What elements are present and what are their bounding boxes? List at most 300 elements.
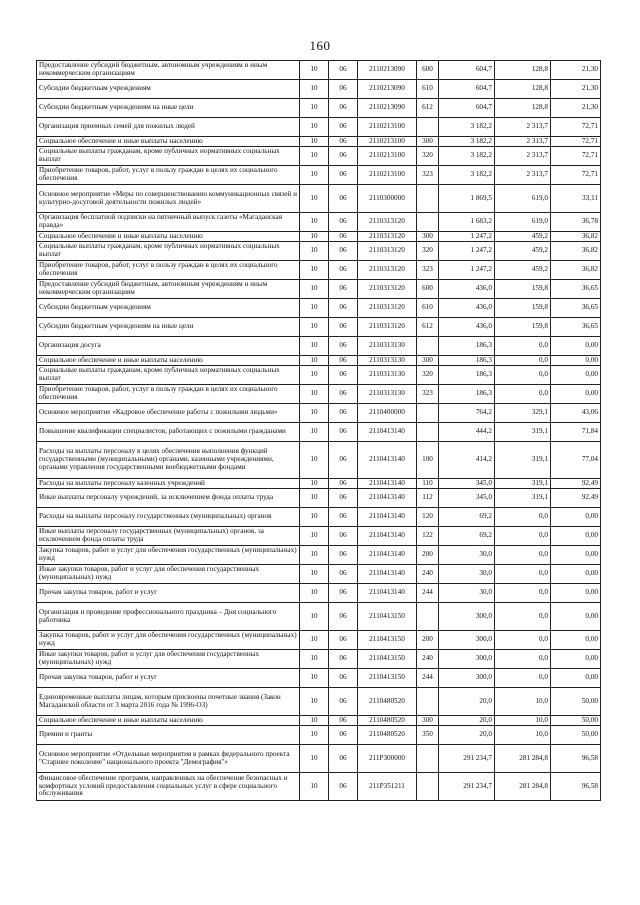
execution-percent: 50,00 (551, 688, 601, 716)
executed-amount: 0,0 (495, 546, 551, 565)
subsection-code: 06 (329, 232, 358, 242)
table-row (37, 99, 601, 118)
subsection-code: 06 (329, 318, 358, 337)
section-code: 10 (300, 423, 329, 442)
row-name: Расходы на выплаты персоналу в целях обеспечения выполнения функций государственными (муниципальными) органами, казенными учреждениями, органами управления государственными внебюджетными фондами (37, 442, 300, 479)
expense-type-code: 300 (417, 356, 439, 366)
subsection-code: 06 (329, 280, 358, 299)
row-name: Социальное обеспечение и иные выплаты населению (37, 137, 300, 147)
section-code: 10 (300, 232, 329, 242)
expense-type-code: 600 (417, 280, 439, 299)
expense-type-code: 300 (417, 137, 439, 147)
row-name: Прочая закупка товаров, работ и услуг (37, 669, 300, 688)
planned-amount: 69,2 (439, 508, 495, 527)
section-code: 10 (300, 479, 329, 489)
execution-percent: 72,71 (551, 137, 601, 147)
executed-amount: 329,1 (495, 404, 551, 423)
target-article-code: 2110480520 (358, 688, 417, 716)
subsection-code: 06 (329, 650, 358, 669)
planned-amount: 1 247,2 (439, 232, 495, 242)
subsection-code: 06 (329, 423, 358, 442)
expense-type-code: 612 (417, 99, 439, 118)
expense-type-code: 200 (417, 631, 439, 650)
execution-percent: 50,00 (551, 726, 601, 745)
expense-type-code: 244 (417, 669, 439, 688)
subsection-code: 06 (329, 366, 358, 385)
table-row (37, 489, 601, 508)
section-code: 10 (300, 166, 329, 185)
execution-percent: 0,00 (551, 546, 601, 565)
target-article-code: 2110313130 (358, 366, 417, 385)
section-code: 10 (300, 213, 329, 232)
subsection-code: 06 (329, 603, 358, 631)
executed-amount: 2 313,7 (495, 166, 551, 185)
row-name: Организация приемных семей для пожилых людей (37, 118, 300, 137)
planned-amount: 300,0 (439, 603, 495, 631)
executed-amount: 10,0 (495, 716, 551, 726)
target-article-code: 2110413140 (358, 508, 417, 527)
section-code: 10 (300, 565, 329, 584)
target-article-code: 2110480520 (358, 726, 417, 745)
section-code: 10 (300, 280, 329, 299)
executed-amount: 159,8 (495, 280, 551, 299)
planned-amount: 20,0 (439, 688, 495, 716)
executed-amount: 0,0 (495, 385, 551, 404)
row-name: Социальные выплаты гражданам, кроме публичных нормативных социальных выплат (37, 242, 300, 261)
section-code: 10 (300, 99, 329, 118)
section-code: 10 (300, 631, 329, 650)
subsection-code: 06 (329, 688, 358, 716)
planned-amount: 300,0 (439, 650, 495, 669)
target-article-code: 2110413140 (358, 442, 417, 479)
execution-percent: 0,00 (551, 669, 601, 688)
row-name: Иные выплаты персоналу государственных (муниципальных) органов, за исключением фонда оплаты труда (37, 527, 300, 546)
execution-percent: 72,71 (551, 166, 601, 185)
target-article-code: 2110413150 (358, 669, 417, 688)
planned-amount: 186,3 (439, 366, 495, 385)
expense-type-code (417, 185, 439, 213)
executed-amount: 0,0 (495, 631, 551, 650)
planned-amount: 3 182,2 (439, 137, 495, 147)
section-code: 10 (300, 603, 329, 631)
table-row (37, 280, 601, 299)
table-row (37, 261, 601, 280)
expense-type-code: 610 (417, 299, 439, 318)
section-code: 10 (300, 147, 329, 166)
table-row (37, 688, 601, 716)
row-name: Социальные выплаты гражданам, кроме публичных нормативных социальных выплат (37, 147, 300, 166)
section-code: 10 (300, 318, 329, 337)
target-article-code: 211P351211 (358, 773, 417, 801)
table-row (37, 166, 601, 185)
row-name: Социальное обеспечение и иные выплаты населению (37, 232, 300, 242)
execution-percent: 36,65 (551, 299, 601, 318)
target-article-code: 211P300000 (358, 745, 417, 773)
expense-type-code: 200 (417, 546, 439, 565)
row-name: Повышение квалификации специалистов, работающих с пожилыми гражданами (37, 423, 300, 442)
execution-percent: 33,11 (551, 185, 601, 213)
subsection-code: 06 (329, 185, 358, 213)
target-article-code: 2110313130 (358, 356, 417, 366)
section-code: 10 (300, 185, 329, 213)
section-code: 10 (300, 261, 329, 280)
executed-amount: 159,8 (495, 299, 551, 318)
section-code: 10 (300, 356, 329, 366)
section-code: 10 (300, 688, 329, 716)
subsection-code: 06 (329, 546, 358, 565)
executed-amount: 0,0 (495, 669, 551, 688)
expense-type-code: 323 (417, 166, 439, 185)
execution-percent: 0,00 (551, 565, 601, 584)
planned-amount: 300,0 (439, 669, 495, 688)
table-row (37, 232, 601, 242)
executed-amount: 0,0 (495, 650, 551, 669)
target-article-code: 2110213100 (358, 166, 417, 185)
section-code: 10 (300, 489, 329, 508)
table-row (37, 726, 601, 745)
table-row (37, 385, 601, 404)
target-article-code: 2110213100 (358, 137, 417, 147)
row-name: Субсидии бюджетным учреждениям (37, 80, 300, 99)
executed-amount: 0,0 (495, 584, 551, 603)
expense-type-code: 320 (417, 147, 439, 166)
expense-type-code: 120 (417, 508, 439, 527)
section-code: 10 (300, 337, 329, 356)
table-row (37, 631, 601, 650)
execution-percent: 0,00 (551, 385, 601, 404)
execution-percent: 21,30 (551, 99, 601, 118)
subsection-code: 06 (329, 508, 358, 527)
section-code: 10 (300, 745, 329, 773)
table-row (37, 118, 601, 137)
table-row (37, 423, 601, 442)
table-row (37, 299, 601, 318)
table-row (37, 479, 601, 489)
expense-type-code: 612 (417, 318, 439, 337)
expense-type-code: 240 (417, 565, 439, 584)
execution-percent: 36,65 (551, 280, 601, 299)
executed-amount: 128,8 (495, 99, 551, 118)
execution-percent: 21,30 (551, 61, 601, 80)
target-article-code: 2110313120 (358, 242, 417, 261)
execution-percent: 0,00 (551, 527, 601, 546)
expense-type-code (417, 688, 439, 716)
executed-amount: 319,1 (495, 442, 551, 479)
execution-percent: 0,00 (551, 650, 601, 669)
section-code: 10 (300, 366, 329, 385)
page-number: 160 (309, 38, 331, 53)
target-article-code: 2110313120 (358, 261, 417, 280)
subsection-code: 06 (329, 147, 358, 166)
section-code: 10 (300, 118, 329, 137)
planned-amount: 30,0 (439, 565, 495, 584)
executed-amount: 319,1 (495, 489, 551, 508)
section-code: 10 (300, 527, 329, 546)
table-row (37, 137, 601, 147)
table-row (37, 147, 601, 166)
section-code: 10 (300, 61, 329, 80)
subsection-code: 06 (329, 479, 358, 489)
expense-type-code (417, 213, 439, 232)
subsection-code: 06 (329, 80, 358, 99)
row-name: Социальное обеспечение и иные выплаты населению (37, 356, 300, 366)
section-code: 10 (300, 242, 329, 261)
row-name: Организация и проведение профессионального праздника – Дня социального работника (37, 603, 300, 631)
subsection-code: 06 (329, 442, 358, 479)
row-name: Иные закупки товаров, работ и услуг для обеспечения государственных (муниципальных) нужд (37, 565, 300, 584)
execution-percent: 21,30 (551, 80, 601, 99)
row-name: Иные выплаты персоналу учреждений, за исключением фонда оплаты труда (37, 489, 300, 508)
executed-amount: 0,0 (495, 565, 551, 584)
row-name: Предоставление субсидий бюджетным, автономным учреждениям и иным некоммерческим организациям (37, 280, 300, 299)
section-code: 10 (300, 137, 329, 147)
target-article-code: 2110313130 (358, 337, 417, 356)
executed-amount: 459,2 (495, 261, 551, 280)
executed-amount: 0,0 (495, 356, 551, 366)
table-row (37, 745, 601, 773)
expense-type-code: 244 (417, 584, 439, 603)
table-row (37, 404, 601, 423)
planned-amount: 414,2 (439, 442, 495, 479)
executed-amount: 459,2 (495, 232, 551, 242)
planned-amount: 604,7 (439, 61, 495, 80)
execution-percent: 0,00 (551, 356, 601, 366)
subsection-code: 06 (329, 726, 358, 745)
section-code: 10 (300, 385, 329, 404)
expense-type-code: 300 (417, 232, 439, 242)
row-name: Финансовое обеспечение программ, направленных на обеспечение безопасных и комфортных условий предоставления социальных услуг в сфере социального обслуживания (37, 773, 300, 801)
executed-amount: 128,8 (495, 61, 551, 80)
subsection-code: 06 (329, 242, 358, 261)
expense-type-code: 323 (417, 261, 439, 280)
target-article-code: 2110413140 (358, 423, 417, 442)
planned-amount: 186,3 (439, 385, 495, 404)
planned-amount: 3 182,2 (439, 147, 495, 166)
table-row (37, 337, 601, 356)
table-row (37, 185, 601, 213)
planned-amount: 300,0 (439, 631, 495, 650)
planned-amount: 604,7 (439, 80, 495, 99)
table-row (37, 242, 601, 261)
expense-type-code (417, 118, 439, 137)
execution-percent: 0,00 (551, 631, 601, 650)
execution-percent: 36,65 (551, 318, 601, 337)
planned-amount: 291 234,7 (439, 745, 495, 773)
section-code: 10 (300, 508, 329, 527)
planned-amount: 436,0 (439, 299, 495, 318)
table-row (37, 442, 601, 479)
subsection-code: 06 (329, 385, 358, 404)
execution-percent: 0,00 (551, 366, 601, 385)
section-code: 10 (300, 726, 329, 745)
expense-type-code (417, 745, 439, 773)
row-name: Закупка товаров, работ и услуг для обеспечения государственных (муниципальных) нужд (37, 631, 300, 650)
expense-type-code: 610 (417, 80, 439, 99)
row-name: Основное мероприятие «Меры по совершенствованию коммуникационных связей и культурно-досуговой деятельности пожилых людей» (37, 185, 300, 213)
table-row (37, 356, 601, 366)
section-code: 10 (300, 546, 329, 565)
planned-amount: 30,0 (439, 584, 495, 603)
row-name: Организация бесплатной подписки на пятничный выпуск газеты «Магаданская правда» (37, 213, 300, 232)
planned-amount: 764,2 (439, 404, 495, 423)
executed-amount: 0,0 (495, 527, 551, 546)
row-name: Расходы на выплаты персоналу казенных учреждений (37, 479, 300, 489)
section-code: 10 (300, 584, 329, 603)
planned-amount: 20,0 (439, 716, 495, 726)
executed-amount: 0,0 (495, 603, 551, 631)
planned-amount: 3 182,2 (439, 118, 495, 137)
subsection-code: 06 (329, 716, 358, 726)
target-article-code: 2110213090 (358, 61, 417, 80)
target-article-code: 2110480520 (358, 716, 417, 726)
target-article-code: 2110313120 (358, 280, 417, 299)
planned-amount: 345,0 (439, 489, 495, 508)
row-name: Основное мероприятие «Кадровое обеспечение работы с пожилыми людьми» (37, 404, 300, 423)
table-row (37, 546, 601, 565)
section-code: 10 (300, 404, 329, 423)
row-name: Социальные выплаты гражданам, кроме публичных нормативных социальных выплат (37, 366, 300, 385)
section-code: 10 (300, 773, 329, 801)
expense-type-code: 350 (417, 726, 439, 745)
execution-percent: 0,00 (551, 508, 601, 527)
planned-amount: 30,0 (439, 546, 495, 565)
row-name: Приобретение товаров, работ, услуг в пользу граждан в целях их социального обеспечения (37, 166, 300, 185)
executed-amount: 0,0 (495, 508, 551, 527)
execution-percent: 71,84 (551, 423, 601, 442)
expense-type-code (417, 773, 439, 801)
expense-type-code (417, 404, 439, 423)
execution-percent: 36,82 (551, 261, 601, 280)
expense-type-code (417, 603, 439, 631)
section-code: 10 (300, 442, 329, 479)
row-name: Приобретение товаров, работ, услуг в пользу граждан в целях их социального обеспечения (37, 261, 300, 280)
planned-amount: 444,2 (439, 423, 495, 442)
execution-percent: 0,00 (551, 603, 601, 631)
subsection-code: 06 (329, 99, 358, 118)
subsection-code: 06 (329, 584, 358, 603)
expense-type-code: 323 (417, 385, 439, 404)
planned-amount: 291 234,7 (439, 773, 495, 801)
executed-amount: 10,0 (495, 726, 551, 745)
expense-type-code: 122 (417, 527, 439, 546)
planned-amount: 20,0 (439, 726, 495, 745)
table-row (37, 603, 601, 631)
row-name: Субсидии бюджетным учреждениям (37, 299, 300, 318)
planned-amount: 436,0 (439, 318, 495, 337)
executed-amount: 319,1 (495, 423, 551, 442)
expense-type-code (417, 423, 439, 442)
executed-amount: 281 284,8 (495, 773, 551, 801)
target-article-code: 2110413140 (358, 527, 417, 546)
target-article-code: 2110313120 (358, 299, 417, 318)
executed-amount: 0,0 (495, 366, 551, 385)
execution-percent: 36,82 (551, 242, 601, 261)
row-name: Приобретение товаров, работ, услуг в пользу граждан в целях их социального обеспечения (37, 385, 300, 404)
planned-amount: 604,7 (439, 99, 495, 118)
subsection-code: 06 (329, 565, 358, 584)
execution-percent: 96,58 (551, 773, 601, 801)
planned-amount: 1 869,5 (439, 185, 495, 213)
subsection-code: 06 (329, 299, 358, 318)
target-article-code: 2110313130 (358, 385, 417, 404)
expense-type-code: 300 (417, 716, 439, 726)
row-name: Премии и гранты (37, 726, 300, 745)
section-code: 10 (300, 650, 329, 669)
subsection-code: 06 (329, 213, 358, 232)
subsection-code: 06 (329, 137, 358, 147)
execution-percent: 36,78 (551, 213, 601, 232)
target-article-code: 2110400000 (358, 404, 417, 423)
expense-type-code: 110 (417, 479, 439, 489)
planned-amount: 69,2 (439, 527, 495, 546)
execution-percent: 50,00 (551, 716, 601, 726)
row-name: Единовременные выплаты лицам, которым присвоены почетные звания (Закон Магаданской области от 3 марта 2016 года № 1996-ОЗ) (37, 688, 300, 716)
subsection-code: 06 (329, 527, 358, 546)
target-article-code: 2110300000 (358, 185, 417, 213)
subsection-code: 06 (329, 166, 358, 185)
execution-percent: 92,49 (551, 479, 601, 489)
budget-table (36, 60, 601, 801)
target-article-code: 2110213100 (358, 118, 417, 137)
table-row (37, 366, 601, 385)
row-name: Иные закупки товаров, работ и услуг для обеспечения государственных (муниципальных) нужд (37, 650, 300, 669)
execution-percent: 92,49 (551, 489, 601, 508)
subsection-code: 06 (329, 631, 358, 650)
expense-type-code: 100 (417, 442, 439, 479)
subsection-code: 06 (329, 489, 358, 508)
table-row (37, 773, 601, 801)
section-code: 10 (300, 80, 329, 99)
table-row (37, 669, 601, 688)
planned-amount: 186,3 (439, 337, 495, 356)
expense-type-code: 240 (417, 650, 439, 669)
execution-percent: 72,71 (551, 118, 601, 137)
table-row (37, 650, 601, 669)
planned-amount: 436,0 (439, 280, 495, 299)
planned-amount: 345,0 (439, 479, 495, 489)
executed-amount: 459,2 (495, 242, 551, 261)
subsection-code: 06 (329, 61, 358, 80)
row-name: Организация досуга (37, 337, 300, 356)
target-article-code: 2110413150 (358, 631, 417, 650)
executed-amount: 0,0 (495, 337, 551, 356)
table-row (37, 61, 601, 80)
table-row (37, 565, 601, 584)
execution-percent: 0,00 (551, 584, 601, 603)
planned-amount: 186,3 (439, 356, 495, 366)
subsection-code: 06 (329, 261, 358, 280)
table-row (37, 508, 601, 527)
subsection-code: 06 (329, 404, 358, 423)
target-article-code: 2110413140 (358, 565, 417, 584)
target-article-code: 2110313120 (358, 213, 417, 232)
table-row (37, 213, 601, 232)
executed-amount: 619,0 (495, 213, 551, 232)
planned-amount: 1 247,2 (439, 242, 495, 261)
execution-percent: 77,04 (551, 442, 601, 479)
executed-amount: 10,0 (495, 688, 551, 716)
executed-amount: 281 284,8 (495, 745, 551, 773)
subsection-code: 06 (329, 773, 358, 801)
target-article-code: 2110213090 (358, 80, 417, 99)
target-article-code: 2110413150 (358, 603, 417, 631)
subsection-code: 06 (329, 669, 358, 688)
target-article-code: 2110313120 (358, 318, 417, 337)
row-name: Социальное обеспечение и иные выплаты населению (37, 716, 300, 726)
row-name: Прочая закупка товаров, работ и услуг (37, 584, 300, 603)
planned-amount: 1 247,2 (439, 261, 495, 280)
table-row (37, 318, 601, 337)
